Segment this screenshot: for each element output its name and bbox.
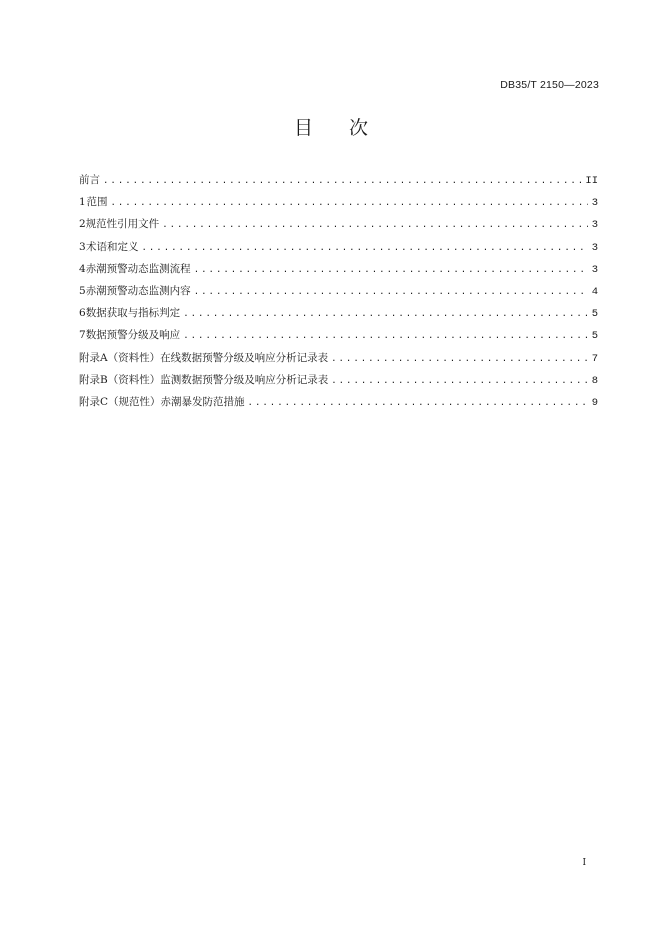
toc-entry-page: 5 <box>591 308 598 321</box>
toc-entry-title: 数据预警分级及响应 <box>85 329 181 342</box>
page-title-char-2: 次 <box>349 117 369 139</box>
toc-leader-dots <box>331 376 587 386</box>
toc-entry-number: 1 <box>79 196 86 209</box>
toc-entry-page: 9 <box>591 396 598 409</box>
toc-entry-page: 4 <box>591 285 598 298</box>
toc-entry-title: 赤潮暴发防范措施 <box>160 395 245 408</box>
toc-leader-dots <box>103 176 581 186</box>
toc-entry[interactable] <box>79 172 598 194</box>
toc-entry[interactable] <box>79 350 598 372</box>
toc-entry-title: 范围 <box>86 196 108 209</box>
toc-entry[interactable] <box>79 394 598 416</box>
toc-entry-number: 2 <box>79 218 86 231</box>
toc-entry[interactable] <box>79 327 598 349</box>
toc-entry-page: II <box>585 175 598 187</box>
toc-entry[interactable] <box>79 305 598 327</box>
toc-entry-appendix-label: 附录B（资料性） <box>79 373 161 386</box>
page-number: I <box>582 858 586 868</box>
page-title-char-1: 目 <box>293 117 313 139</box>
toc-entry-number: 6 <box>79 307 86 320</box>
toc-entry-number: 3 <box>79 240 86 253</box>
toc-entry-number: 4 <box>79 262 86 275</box>
toc-entry-title: 术语和定义 <box>85 240 139 253</box>
toc-entry-page: 3 <box>591 197 598 210</box>
toc-entry-page: 3 <box>591 263 598 276</box>
document-code: DB35/T 2150—2023 <box>500 79 599 91</box>
toc-leader-dots <box>183 309 588 319</box>
toc-entry-page: 7 <box>591 352 598 365</box>
toc-leader-dots <box>194 287 588 297</box>
toc-leader-dots <box>331 354 588 364</box>
toc-leader-dots <box>194 265 588 275</box>
toc-entry-page: 3 <box>591 241 598 254</box>
toc-entry-page: 8 <box>591 374 598 387</box>
toc-entry-page: 3 <box>591 219 598 232</box>
toc-entry-title: 赤潮预警动态监测内容 <box>85 284 191 297</box>
toc-leader-dots <box>141 243 587 253</box>
toc-entry-number: 7 <box>79 329 86 342</box>
toc-entry-title: 在线数据预警分级及响应分析记录表 <box>160 351 329 364</box>
toc-leader-dots <box>183 331 588 341</box>
toc-entry-title: 前言 <box>79 174 100 186</box>
toc-entry[interactable] <box>79 261 598 283</box>
toc-entry[interactable] <box>79 239 598 261</box>
toc-entry[interactable] <box>79 372 598 394</box>
page-title <box>0 113 662 140</box>
toc-entry-appendix-label: 附录A（资料性） <box>79 351 161 364</box>
toc-entry[interactable] <box>79 216 598 238</box>
toc-leader-dots <box>162 220 588 230</box>
toc-entry-title: 赤潮预警动态监测流程 <box>85 262 191 275</box>
toc-entry-appendix-label: 附录C（规范性） <box>79 395 161 408</box>
toc-entry[interactable] <box>79 283 598 305</box>
toc-entry-title: 监测数据预警分级及响应分析记录表 <box>160 373 329 386</box>
toc-leader-dots <box>110 198 587 208</box>
toc-entry-number: 5 <box>79 284 86 297</box>
toc-entry-title: 规范性引用文件 <box>85 218 160 231</box>
toc-entry-title: 数据获取与指标判定 <box>85 307 181 320</box>
table-of-contents <box>79 172 598 416</box>
toc-entry[interactable] <box>79 194 598 216</box>
toc-leader-dots <box>248 398 588 408</box>
toc-entry-page: 5 <box>591 330 598 343</box>
